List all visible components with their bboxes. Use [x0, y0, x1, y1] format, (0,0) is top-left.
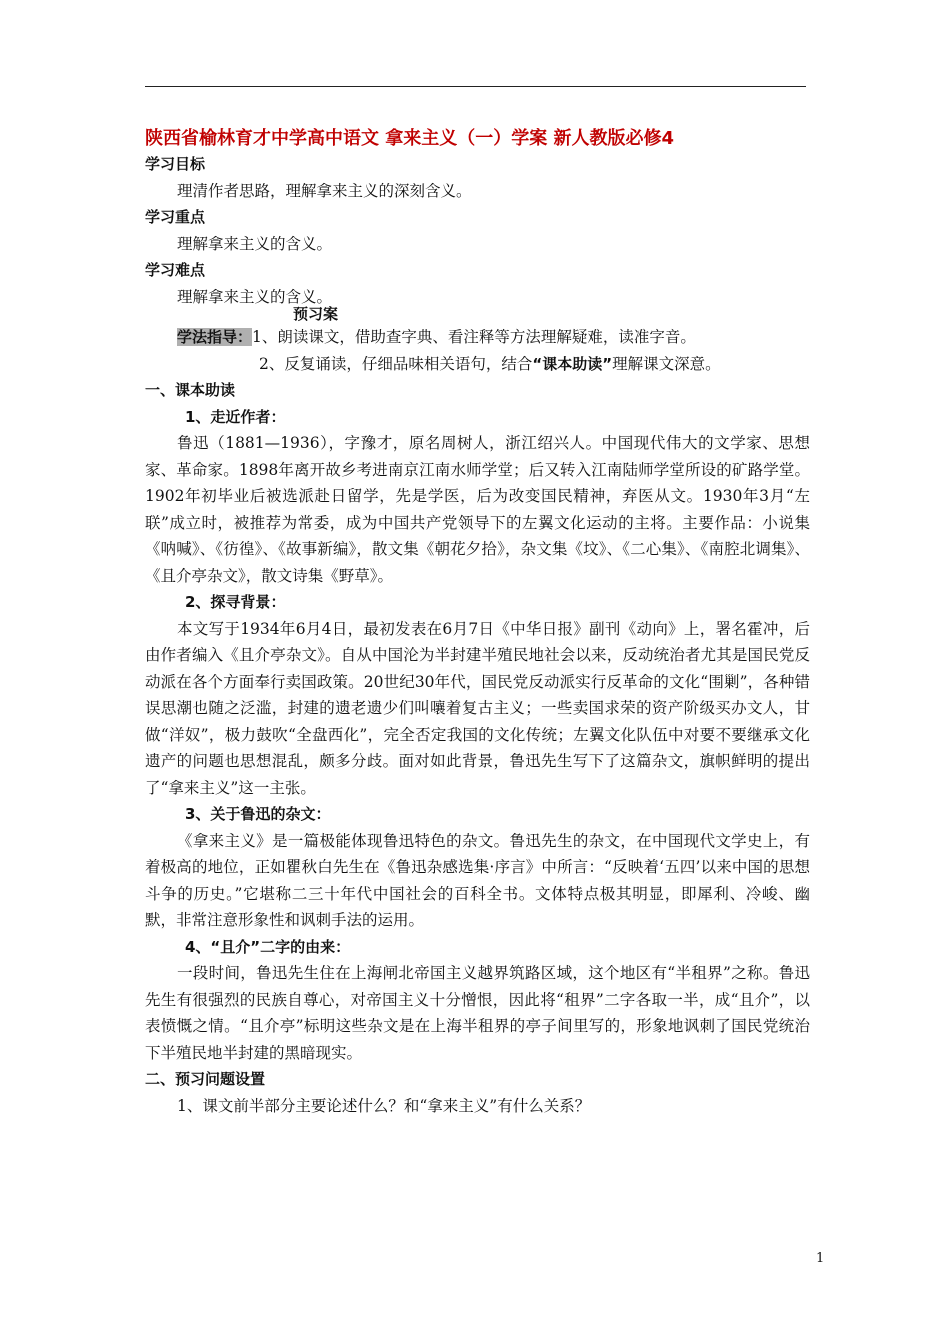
- key-points-label: 学习重点: [145, 208, 206, 226]
- paragraph-essays: 《拿来主义》是一篇极能体现鲁迅特色的杂文。鲁迅先生的杂文，在中国现代文学史上，有着极高的地位，正如瞿秋白先生在《鲁迅杂感选集·序言》中所言：“反映着‘五四’以来中国的思想斗争的历史。”它堪称二三十年代中国社会的百科全书。文体特点极其明显，即犀利、冷峻、幽默，非常注意形象性和讽刺手法的运用。: [145, 831, 810, 929]
- goals-section: [145, 151, 810, 310]
- method-item-1: 1、朗读课文，借助查字典、看注释等方法理解疑难，读准字音。: [252, 328, 696, 346]
- method-item-2: 2、反复诵读，仔细品味相关语句，结合“课本助读”理解课文深意。: [259, 354, 721, 373]
- section-1: [145, 377, 810, 1119]
- section-2-heading: 二、预习问题设置: [145, 1070, 266, 1088]
- section-1-heading: 一、课本助读: [145, 381, 236, 399]
- paragraph-qiejie: 一段时间，鲁迅先生住在上海闸北帝国主义越界筑路区域，这个地区有“半租界”之称。鲁迅先生有很强烈的民族自尊心，对帝国主义十分憎恨，因此将“租界”二字各取一半，成“且介”，以表愤慨之情。“且介亭”标明这些杂文是在上海半租界的亭子间里写的，形象地讽刺了国民党统治下半殖民地半封建的黑暗现实。: [145, 964, 810, 1062]
- paragraph-author: 鲁迅（1881—1936），字豫才，原名周树人，浙江绍兴人。中国现代伟大的文学家、思想家、革命家。1898年离开故乡考进南京江南水师学堂；后又转入江南陆师学堂所设的矿路学堂。1902年初毕业后被选派赴日留学，先是学医，后为改变国民精神，弃医从文。1930年3月“左联”成立时，被推荐为常委，成为中国共产党领导下的左翼文化运动的主将。主要作品：小说集《呐喊》、《彷徨》、《故事新编》，散文集《朝花夕拾》，杂文集《坟》、《二心集》、《南腔北调集》、《且介亭杂文》，散文诗集《野草》。: [145, 434, 810, 585]
- sub-heading-essays: 3、关于鲁迅的杂文：: [185, 805, 331, 823]
- sub-heading-background: 2、探寻背景：: [185, 593, 286, 611]
- paragraph-background: 本文写于1934年6月4日，最初发表在6月7日《中华日报》副刊《动向》上，署名霍冲，后由作者编入《且介亭杂文》。自从中国沦为半封建半殖民地社会以来，反动统治者尤其是国民党反动派在各个方面奉行卖国政策。20世纪30年代，国民党反动派实行反革命的文化“围剿”，各种错误思潮也随之泛滥，封建的遗老遗少们叫嚷着复古主义；一些卖国求荣的资产阶级买办文人，甘做“洋奴”，极力鼓吹“全盘西化”，完全否定我国的文化传统；左翼文化队伍中对要不要继承文化遗产的问题也思想混乱，颇多分歧。面对如此背景，鲁迅先生写下了这篇杂文，旗帜鲜明的提出了“拿来主义”这一主张。: [145, 619, 810, 797]
- preview-heading: 预习案: [293, 305, 339, 323]
- top-rule: [145, 86, 806, 87]
- difficulty-text: 理解拿来主义的含义。: [177, 287, 333, 306]
- difficulty-label: 学习难点: [145, 261, 206, 279]
- sub-heading-author: 1、走近作者：: [185, 407, 286, 426]
- goals-label: 学习目标: [145, 155, 206, 173]
- sub-heading-qiejie: 4、“且介”二字的由来：: [185, 937, 351, 956]
- key-points-text: 理解拿来主义的含义。: [177, 234, 333, 253]
- question-1: 1、课文前半部分主要论述什么？和“拿来主义”有什么关系？: [177, 1096, 591, 1115]
- method-guide: [145, 324, 810, 377]
- page-number: 1: [816, 1251, 825, 1266]
- method-label: 学法指导：: [177, 328, 253, 346]
- document-title: 陕西省榆林育才中学高中语文 拿来主义（一）学案 新人教版必修4: [145, 128, 675, 149]
- goals-text: 理清作者思路，理解拿来主义的深刻含义。: [177, 181, 472, 200]
